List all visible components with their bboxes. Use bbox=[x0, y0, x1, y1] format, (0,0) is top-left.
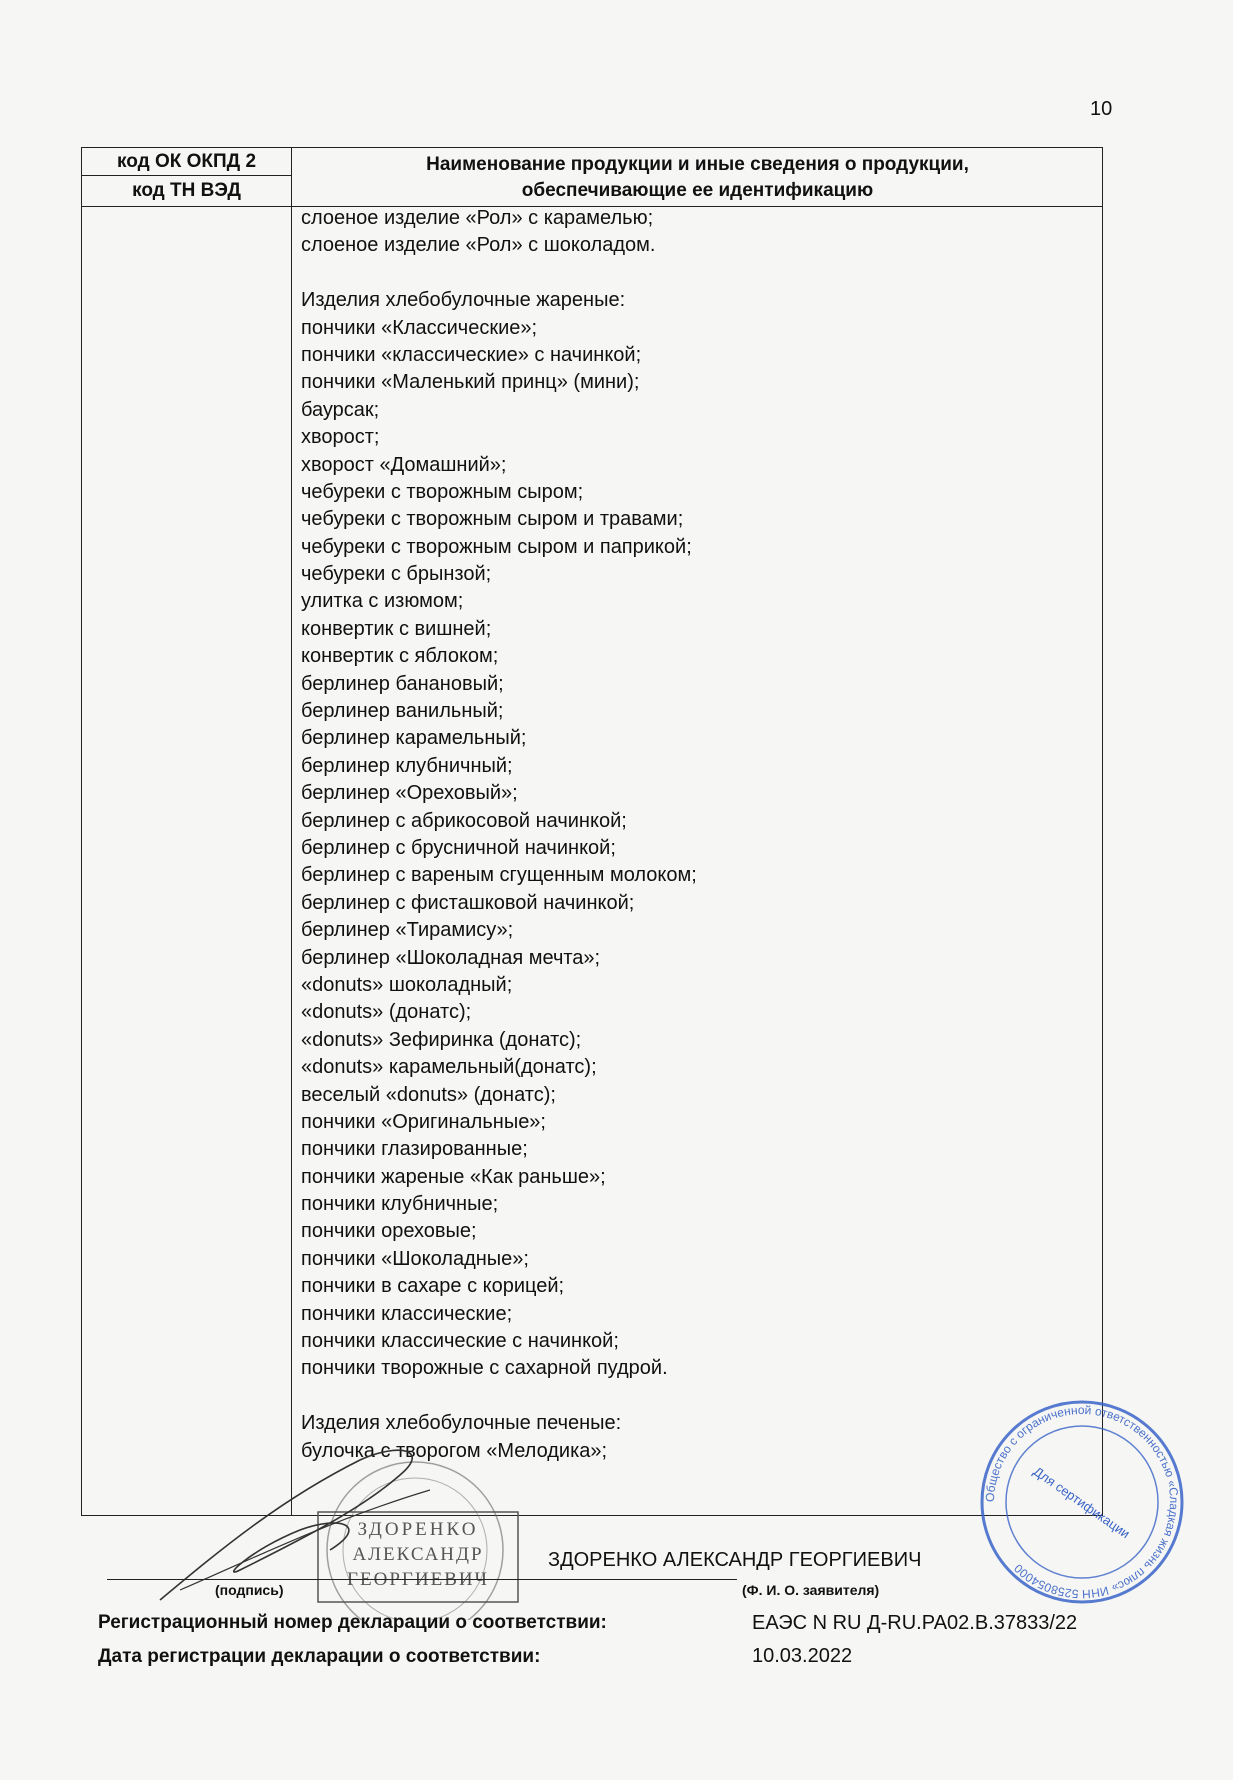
list-item: слоеное изделие «Рол» с карамелью; bbox=[301, 207, 654, 229]
list-item: чебуреки с творожным сыром и паприкой; bbox=[301, 535, 692, 558]
list-item: пончики «Классические»; bbox=[301, 316, 538, 339]
list-item: берлинер «Ореховый»; bbox=[301, 782, 518, 805]
list-item: пончики жареные «Как раньше»; bbox=[301, 1165, 606, 1188]
list-item: пончики в сахаре с корицей; bbox=[301, 1275, 565, 1298]
list-item: берлинер с брусничной начинкой; bbox=[301, 836, 616, 859]
list-item: пончики «Шоколадные»; bbox=[301, 1247, 529, 1270]
list-spacer bbox=[301, 260, 697, 287]
list-item: конвертик с вишней; bbox=[301, 617, 492, 640]
header-name-line-1: Наименование продукции и иные сведения о продукции, bbox=[426, 154, 969, 175]
list-item: «donuts» Зефиринка (донатс); bbox=[301, 1028, 582, 1051]
list-item: пончики «Оригинальные»; bbox=[301, 1110, 546, 1133]
list-item: «donuts» (донатс); bbox=[301, 1001, 472, 1024]
list-item: пончики «классические» с начинкой; bbox=[301, 343, 642, 366]
signature-caption: (подпись) bbox=[215, 1582, 284, 1598]
list-item: пончики «Маленький принц» (мини); bbox=[301, 371, 640, 394]
list-item: конвертик с яблоком; bbox=[301, 645, 499, 668]
registration-number-label: Регистрационный номер декларации о соответствии: bbox=[98, 1612, 607, 1633]
page-number: 10 bbox=[1090, 98, 1113, 120]
code-header-rule bbox=[82, 175, 291, 176]
list-item: чебуреки с творожным сыром; bbox=[301, 480, 584, 503]
handwritten-signature bbox=[100, 1430, 520, 1620]
list-item: баурсак; bbox=[301, 398, 380, 421]
list-item: веселый «donuts» (донатс); bbox=[301, 1083, 556, 1106]
registration-number-value: ЕАЭС N RU Д-RU.РА02.В.37833/22 bbox=[752, 1612, 1078, 1634]
list-item: берлинер банановый; bbox=[301, 672, 504, 695]
personal-stamp-line-3: ГЕОРГИЕВИЧ bbox=[347, 1569, 489, 1590]
header-product-name bbox=[293, 152, 1102, 204]
list-item: берлинер карамельный; bbox=[301, 727, 527, 750]
list-item: хворост; bbox=[301, 426, 380, 449]
list-item: берлинер клубничный; bbox=[301, 754, 513, 777]
list-item: берлинер с вареным сгущенным молоком; bbox=[301, 864, 697, 887]
list-item: «donuts» карамельный(донатс); bbox=[301, 1056, 597, 1079]
list-item: пончики клубничные; bbox=[301, 1193, 499, 1216]
list-item: пончики классические с начинкой; bbox=[301, 1330, 619, 1353]
list-item: «donuts» шоколадный; bbox=[301, 973, 513, 996]
product-list bbox=[301, 205, 697, 1465]
list-item: берлинер «Тирамису»; bbox=[301, 919, 514, 942]
header-name-line-2: обеспечивающие ее идентификацию bbox=[521, 180, 874, 201]
list-item: берлинер «Шоколадная мечта»; bbox=[301, 946, 601, 969]
header-code-okpd: код ОК ОКПД 2 bbox=[116, 151, 257, 172]
fio-caption: (Ф. И. О. заявителя) bbox=[742, 1582, 880, 1598]
list-item: хворост «Домашний»; bbox=[301, 453, 507, 476]
seal-center-text: Для сертификации bbox=[1030, 1463, 1133, 1542]
list-item: Изделия хлебобулочные жареные: bbox=[301, 289, 626, 312]
company-seal bbox=[975, 1395, 1190, 1610]
list-item: берлинер с абрикосовой начинкой; bbox=[301, 809, 627, 832]
product-table bbox=[81, 147, 1103, 1516]
list-item: улитка с изюмом; bbox=[301, 590, 464, 613]
list-item: чебуреки с брынзой; bbox=[301, 563, 492, 586]
signature-line bbox=[107, 1579, 737, 1580]
registration-date-value: 10.03.2022 bbox=[752, 1645, 853, 1667]
column-divider bbox=[291, 148, 292, 1515]
svg-text:Общество с ограниченной ответс: Общество с ограниченной ответственностью «Сладкая жизнь плюс» ИНН 5258054000 bbox=[982, 1402, 1182, 1602]
registration-date-label: Дата регистрации декларации о соответствии: bbox=[98, 1646, 541, 1667]
applicant-name: ЗДОРЕНКО АЛЕКСАНДР ГЕОРГИЕВИЧ bbox=[548, 1549, 922, 1571]
list-item: пончики ореховые; bbox=[301, 1220, 477, 1243]
list-item: чебуреки с творожным сыром и травами; bbox=[301, 508, 684, 531]
list-spacer bbox=[301, 1383, 697, 1410]
header-code-tnved: код ТН ВЭД bbox=[132, 180, 241, 201]
list-item: Изделия хлебобулочные печеные: bbox=[301, 1412, 622, 1435]
list-item: берлинер с фисташковой начинкой; bbox=[301, 891, 635, 914]
list-item: пончики творожные с сахарной пудрой. bbox=[301, 1357, 668, 1380]
list-item: булочка с творогом «Мелодика»; bbox=[301, 1439, 608, 1462]
list-item: берлинер ванильный; bbox=[301, 700, 504, 723]
personal-stamp-line-1: ЗДОРЕНКО bbox=[357, 1519, 479, 1540]
list-item: пончики глазированные; bbox=[301, 1138, 528, 1161]
list-item: слоеное изделие «Рол» с шоколадом. bbox=[301, 234, 656, 257]
personal-stamp-line-2: АЛЕКСАНДР bbox=[352, 1544, 484, 1565]
list-item: пончики классические; bbox=[301, 1302, 513, 1325]
